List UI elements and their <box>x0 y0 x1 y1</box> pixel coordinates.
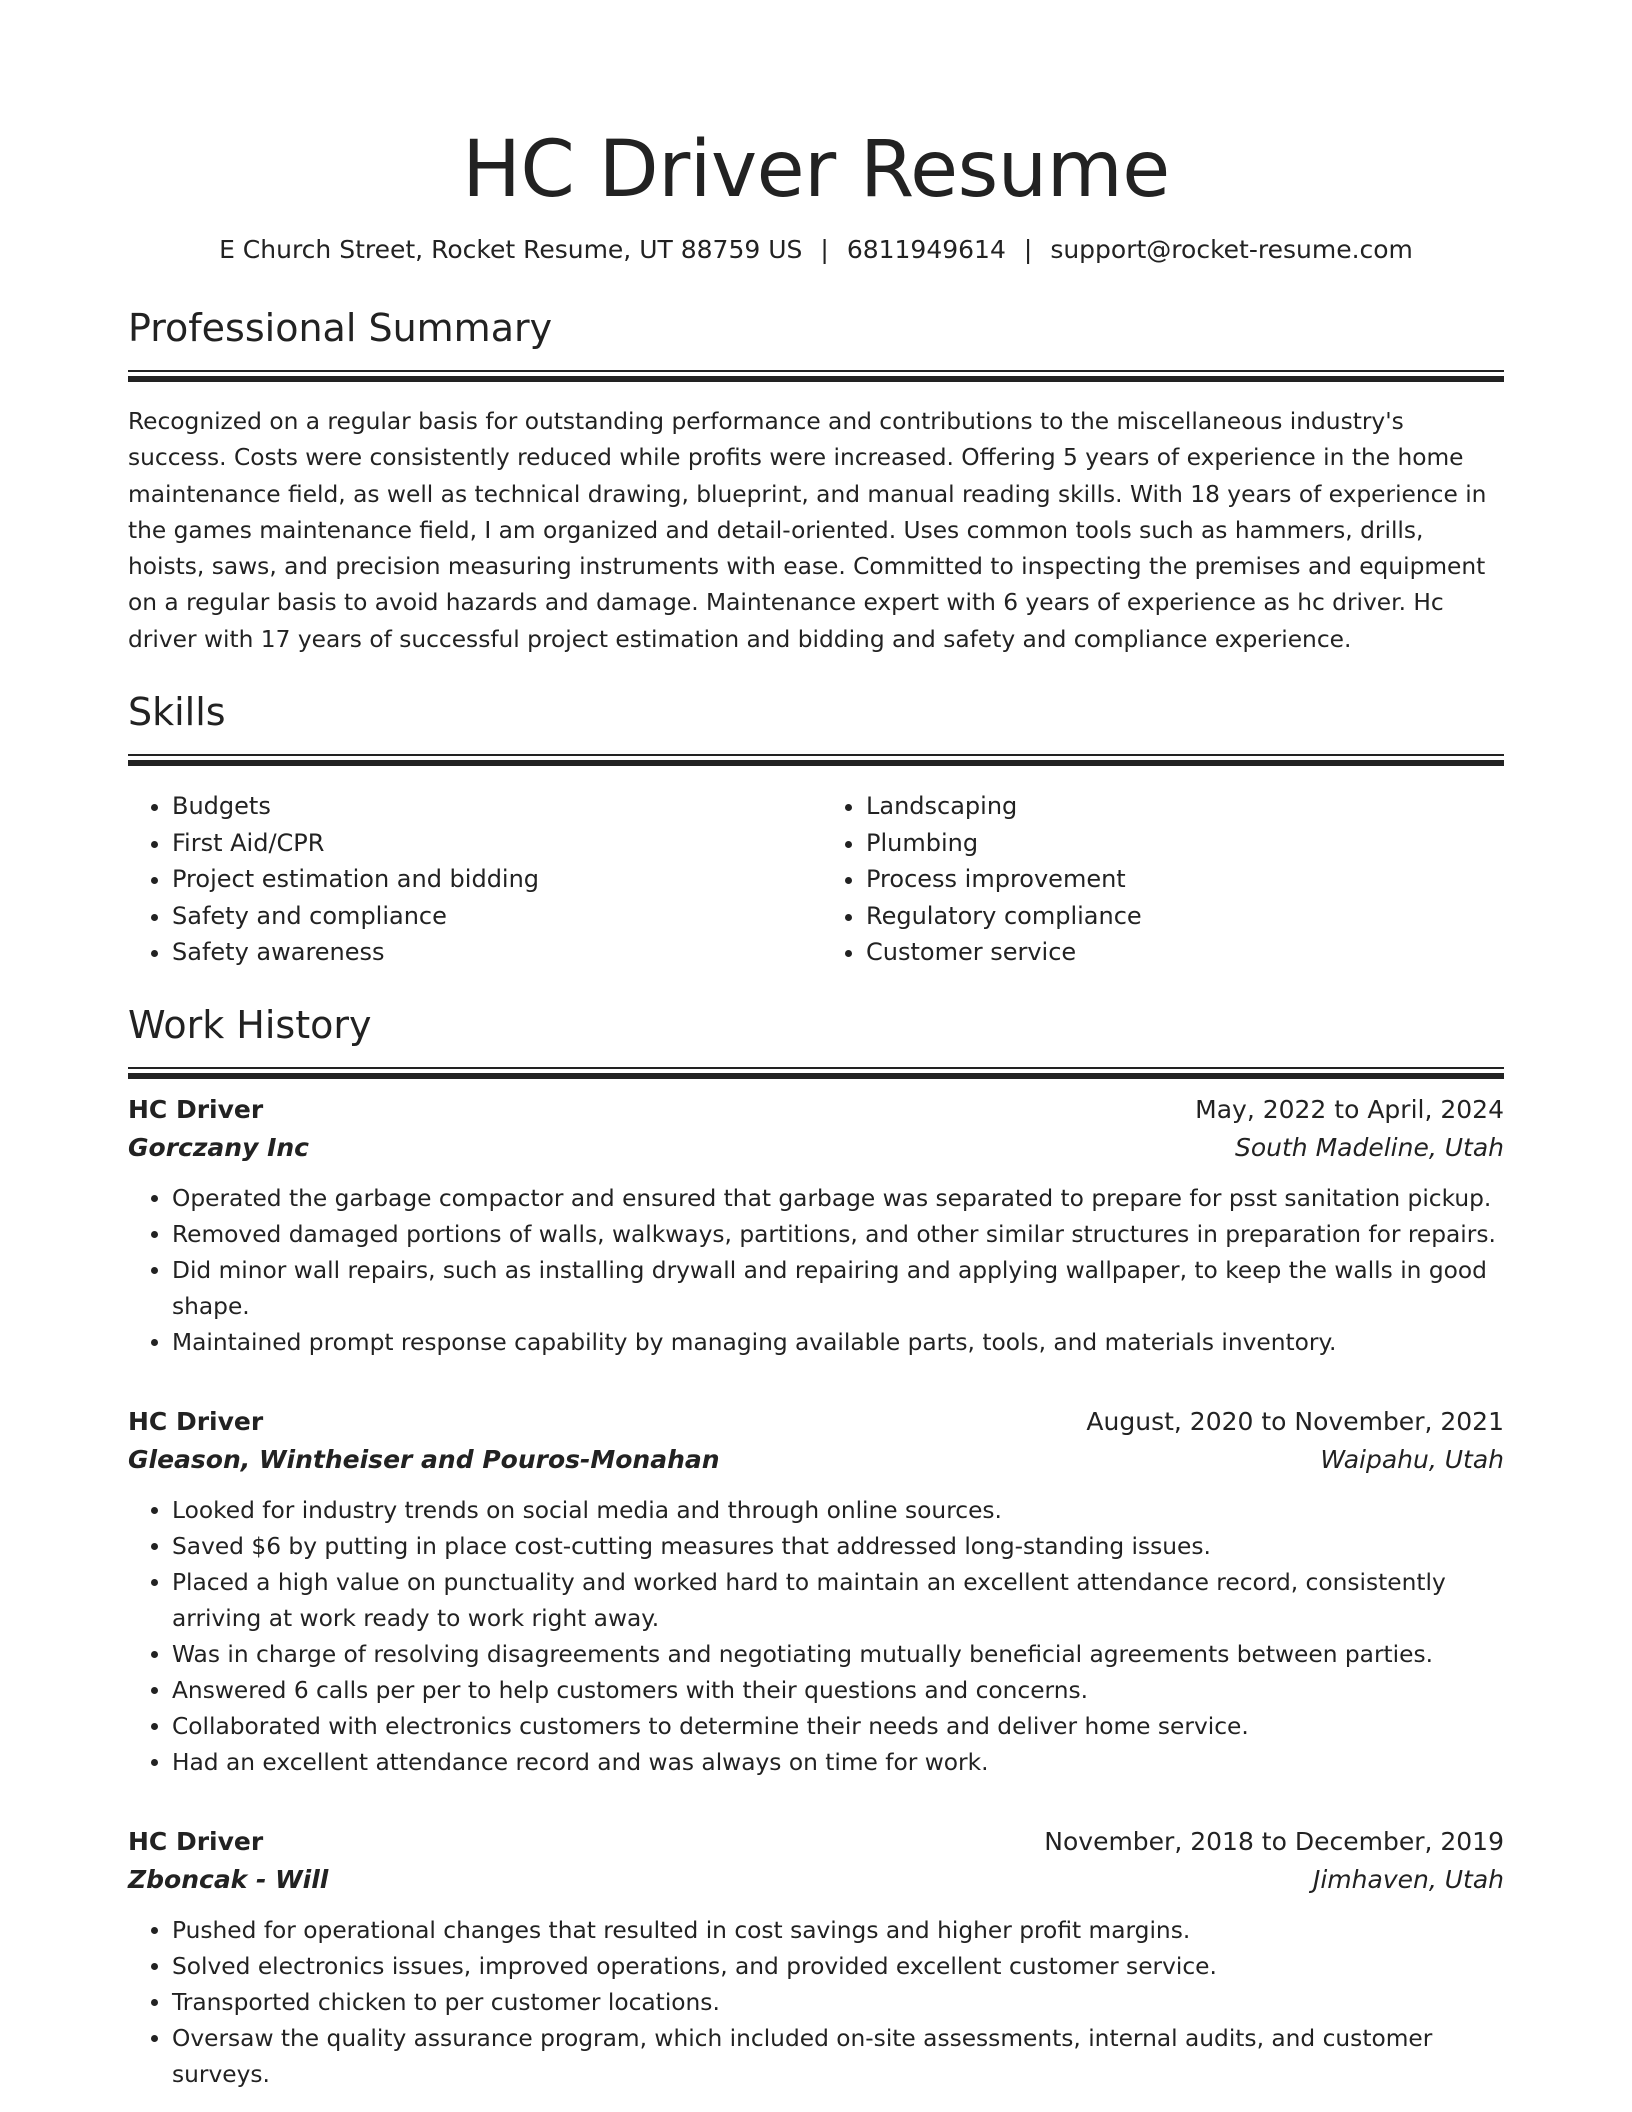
resume-title: HC Driver Resume <box>462 125 1170 215</box>
job-company-row <box>128 1441 1504 1479</box>
job-title: HC Driver <box>128 1826 264 1856</box>
job-bullet: • Collaborated with electronics customers to determine their needs and deliver home service. <box>172 1709 1504 1745</box>
job-title: HC Driver <box>128 1406 264 1436</box>
contact-email: support@rocket-resume.com <box>1050 235 1413 264</box>
skill-item: • First Aid/CPR <box>172 825 816 862</box>
skill-item: • Process improvement <box>866 861 1504 898</box>
job-bullet: • Transported chicken to per customer locations. <box>172 1985 1504 2021</box>
job-company-row <box>128 1861 1504 1899</box>
job-company: Gleason, Wintheiser and Pouros-Monahan <box>128 1444 720 1474</box>
summary-heading: Professional Summary <box>128 306 553 350</box>
work-history-heading: Work History <box>128 1002 372 1047</box>
job-location: South Madeline, Utah <box>1234 1132 1504 1162</box>
work-history-section <box>128 1001 1504 2093</box>
section-divider <box>128 1067 1504 1069</box>
job-entry <box>128 1403 1504 1781</box>
job-header-row <box>128 1091 1504 1129</box>
job-bullet: • Answered 6 calls per per to help customers with their questions and concerns. <box>172 1673 1504 1709</box>
job-dates: August, 2020 to November, 2021 <box>1086 1406 1504 1436</box>
job-dates: May, 2022 to April, 2024 <box>1195 1094 1504 1124</box>
skill-item: • Regulatory compliance <box>866 898 1504 935</box>
skill-item: • Plumbing <box>866 825 1504 862</box>
job-bullets <box>128 1493 1504 1781</box>
skills-column-left <box>128 788 816 971</box>
job-header-row <box>128 1403 1504 1441</box>
contact-phone: 6811949614 <box>846 235 1006 264</box>
job-entry <box>128 1091 1504 1361</box>
job-bullet: • Looked for industry trends on social media and through online sources. <box>172 1493 1504 1529</box>
job-bullet: • Saved $6 by putting in place cost-cutting measures that addressed long-standing issues. <box>172 1529 1504 1565</box>
job-bullet: • Pushed for operational changes that resulted in cost savings and higher profit margins. <box>172 1913 1504 1949</box>
skills-heading: Skills <box>128 690 226 735</box>
skill-item: • Safety awareness <box>172 934 816 971</box>
job-header-row <box>128 1823 1504 1861</box>
job-bullet: • Oversaw the quality assurance program, which included on-site assessments, internal audits, and customer surveys. <box>172 2021 1504 2093</box>
job-location: Waipahu, Utah <box>1320 1444 1504 1474</box>
job-bullet: • Was in charge of resolving disagreements and negotiating mutually beneficial agreements between parties. <box>172 1637 1504 1673</box>
resume-page <box>128 0 1504 2093</box>
job-company: Zboncak - Will <box>128 1864 329 1894</box>
summary-section <box>128 304 1504 658</box>
skill-item: • Budgets <box>172 788 816 825</box>
section-divider <box>128 370 1504 372</box>
job-bullets <box>128 1181 1504 1361</box>
skill-item: • Customer service <box>866 934 1504 971</box>
job-title: HC Driver <box>128 1094 264 1124</box>
job-bullet: • Maintained prompt response capability by managing available parts, tools, and materials inventory. <box>172 1325 1504 1361</box>
contact-separator: | <box>820 235 829 264</box>
job-company: Gorczany Inc <box>128 1132 309 1162</box>
job-bullet: • Solved electronics issues, improved operations, and provided excellent customer service. <box>172 1949 1504 1985</box>
job-bullet: • Had an excellent attendance record and was always on time for work. <box>172 1745 1504 1781</box>
contact-line <box>128 232 1504 268</box>
job-location: Jimhaven, Utah <box>1312 1864 1504 1894</box>
skill-item: • Landscaping <box>866 788 1504 825</box>
job-entry <box>128 1823 1504 2093</box>
job-bullet: • Placed a high value on punctuality and worked hard to maintain an excellent attendance record, consistently arriving at work ready to work right away. <box>172 1565 1504 1637</box>
job-bullet: • Removed damaged portions of walls, walkways, partitions, and other similar structures in preparation for repairs. <box>172 1217 1504 1253</box>
job-bullet: • Operated the garbage compactor and ensured that garbage was separated to prepare for psst sanitation pickup. <box>172 1181 1504 1217</box>
job-company-row <box>128 1129 1504 1167</box>
job-bullets <box>128 1913 1504 2093</box>
contact-address: E Church Street, Rocket Resume, UT 88759 US <box>219 235 803 264</box>
skill-item: • Safety and compliance <box>172 898 816 935</box>
summary-text: Recognized on a regular basis for outstanding performance and contributions to the miscellaneous industry's success. Costs were consistently reduced while profits were increased. Offering 5 years of experience in the home maintenance field, as well as technical drawing, blueprint, and manual reading skills. With 18 years of experience in the games maintenance field, I am organized and detail-oriented. Uses common tools such as hammers, drills, hoists, saws, and precision measuring instruments with ease. Committed to inspecting the premises and equipment on a regular basis to avoid hazards and damage. Maintenance expert with 6 years of experience as hc driver. Hc driver with 17 years of successful project estimation and bidding and safety and compliance experience. <box>128 408 1487 653</box>
skill-item: • Project estimation and bidding <box>172 861 816 898</box>
skills-list <box>128 788 1504 971</box>
skills-column-right <box>816 788 1504 971</box>
job-dates: November, 2018 to December, 2019 <box>1044 1826 1504 1856</box>
section-divider <box>128 754 1504 756</box>
skills-section <box>128 688 1504 971</box>
job-bullet: • Did minor wall repairs, such as installing drywall and repairing and applying wallpaper, to keep the walls in good shape. <box>172 1253 1504 1325</box>
contact-separator: | <box>1023 235 1033 264</box>
